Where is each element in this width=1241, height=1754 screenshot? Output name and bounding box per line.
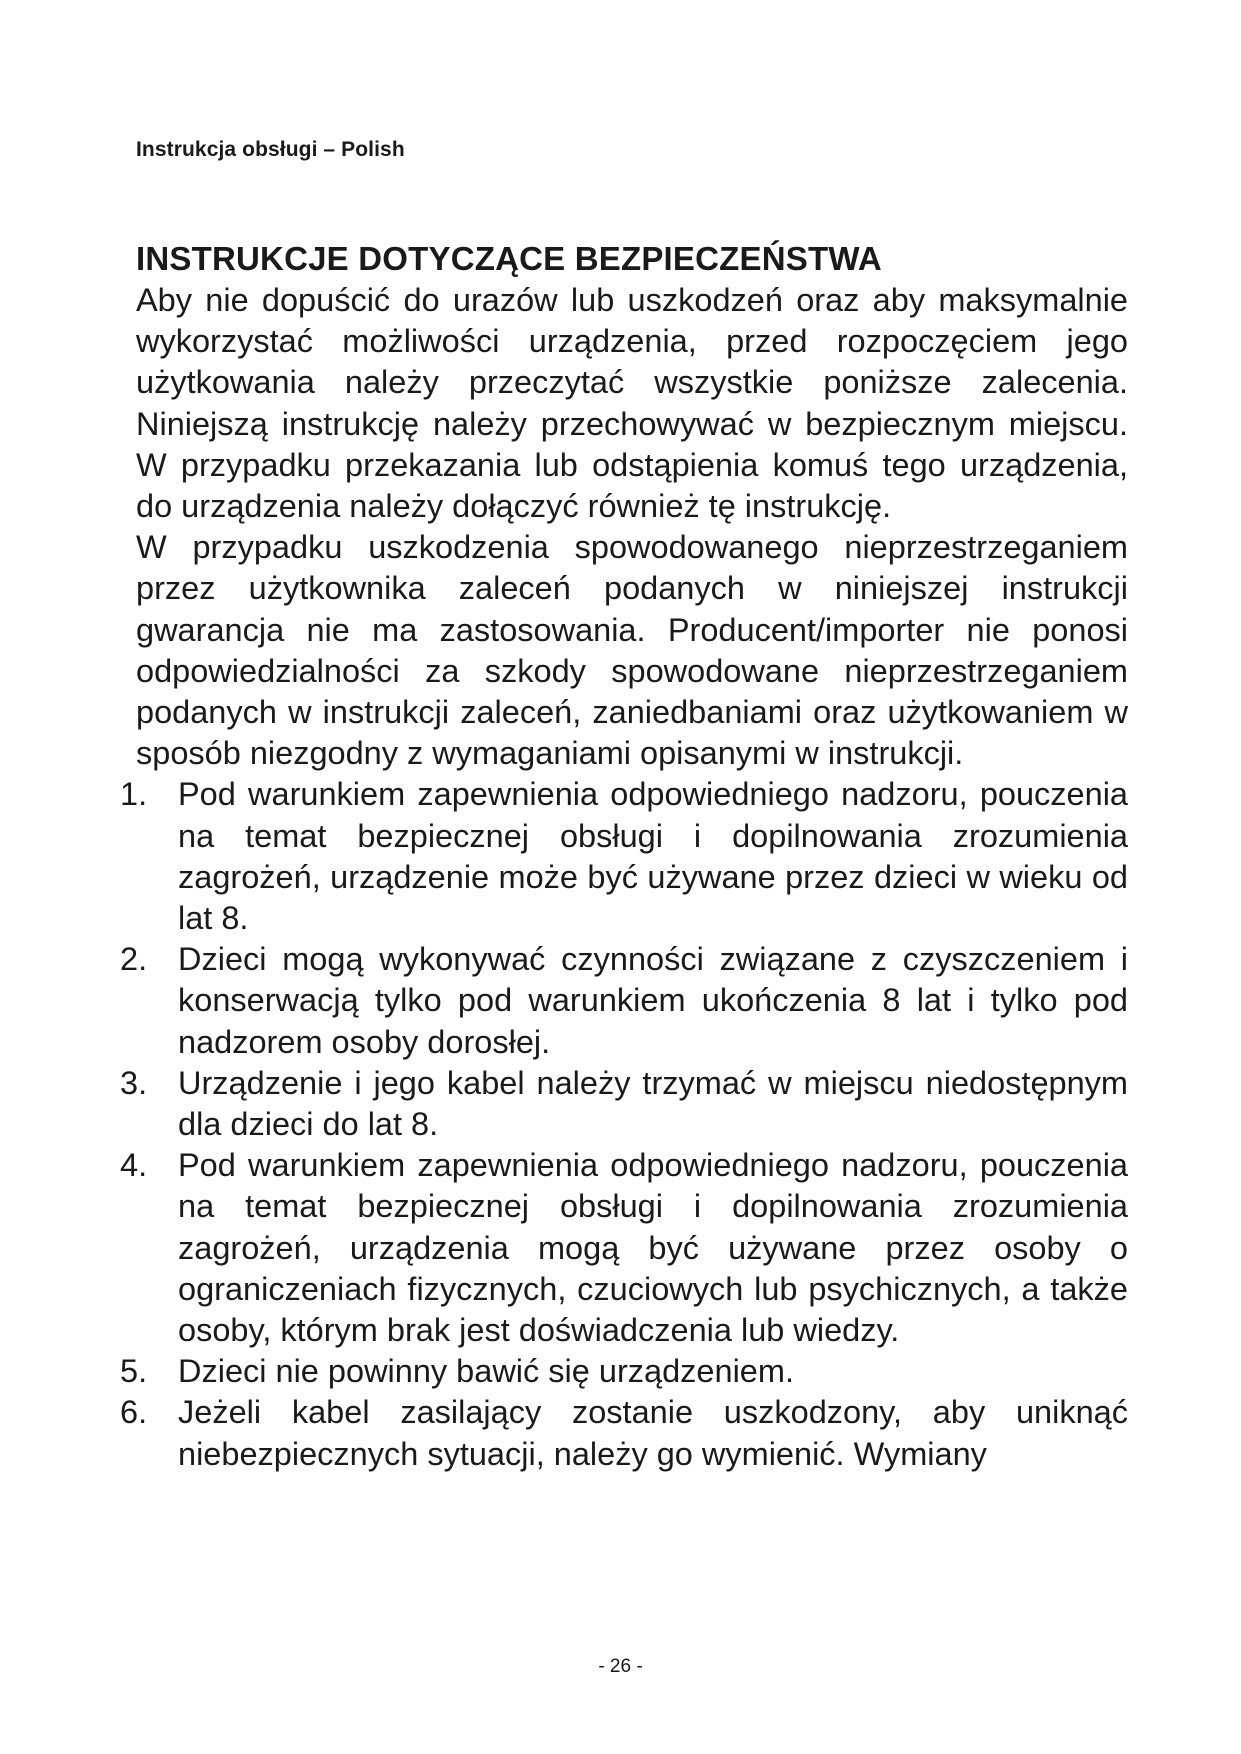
list-item-text: Dzieci mogą wykonywać czynności związane z czyszczeniem i konserwacją tylko pod warunkiem ukończenia 8 lat i tylko pod nadzorem osoby dorosłej. (178, 941, 1128, 1060)
page-number: - 26 - (598, 1656, 643, 1677)
list-item (120, 939, 1128, 1063)
list-item (120, 774, 1128, 939)
list-item-number: 1. (120, 776, 148, 813)
list-item-number: 4. (120, 1147, 148, 1184)
warranty-paragraph: W przypadku uszkodzenia spowodowanego nieprzestrzeganiem przez użytkownika zaleceń podanych w niniejszej instrukcji gwarancja nie ma zastosowania. Producent/importer nie ponosi odpowiedzialności za szkody spowodowane nieprzestrzeganiem podanych w instrukcji zaleceń, zaniedbaniami oraz użytkowaniem w sposób niezgodny z wymaganiami opisanymi w instrukcji. (136, 529, 1128, 772)
safety-section (120, 238, 1128, 1475)
list-item-text: Dzieci nie powinny bawić się urządzeniem. (178, 1353, 794, 1390)
section-heading: INSTRUKCJE DOTYCZĄCE BEZPIECZEŃSTWA (136, 240, 882, 277)
list-item (120, 1063, 1128, 1145)
list-item-text: Pod warunkiem zapewnienia odpowiedniego nadzoru, pouczenia na temat bezpiecznej obsługi i dopilnowania zrozumienia zagrożeń, urządzenia mogą być używane przez osoby o ograniczeniach fizycznych, czuciowych lub psychicznych, a także osoby, którym brak jest doświadczenia lub wiedzy. (178, 1147, 1128, 1349)
running-header: Instrukcja obsługi – Polish (136, 138, 405, 161)
safety-list (120, 774, 1128, 1474)
list-item-text: Jeżeli kabel zasilający zostanie uszkodzony, aby uniknąć niebezpiecznych sytuacji, należy go wymienić. Wymiany (178, 1394, 1128, 1472)
list-item-number: 2. (120, 941, 148, 978)
list-item (120, 1351, 1128, 1392)
list-item-number: 5. (120, 1353, 148, 1390)
list-item (120, 1392, 1128, 1474)
list-item-text: Pod warunkiem zapewnienia odpowiedniego nadzoru, pouczenia na temat bezpiecznej obsługi i dopilnowania zrozumienia zagrożeń, urządzenie może być używane przez dzieci w wieku od lat 8. (178, 776, 1128, 937)
list-item-text: Urządzenie i jego kabel należy trzymać w miejscu niedostępnym dla dzieci do lat 8. (178, 1064, 1128, 1143)
list-item-number: 6. (120, 1394, 148, 1431)
intro-paragraph: Aby nie dopuścić do urazów lub uszkodzeń oraz aby maksymalnie wykorzystać możliwości urządzenia, przed rozpoczęciem jego użytkowania należy przeczytać wszystkie poniższe zalecenia. Niniejszą instrukcję należy przechowywać w bezpiecznym miejscu. W przypadku przekazania lub odstąpienia komuś tego urządzenia, do urządzenia należy dołączyć również tę instrukcję. (136, 282, 1128, 525)
list-item-number: 3. (120, 1064, 148, 1101)
list-item (120, 1145, 1128, 1351)
